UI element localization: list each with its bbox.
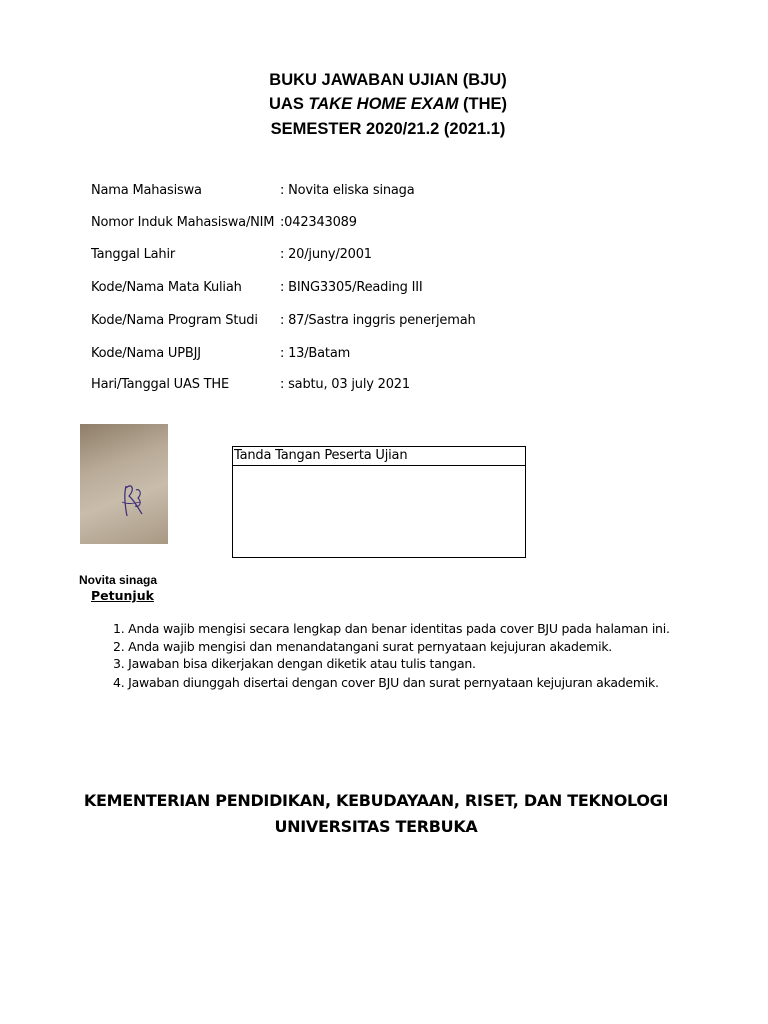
- signature-box: [232, 446, 526, 558]
- field-value-upbjj: : 13/Batam: [280, 346, 351, 361]
- subtitle-suffix: (THE): [458, 95, 508, 113]
- field-label-program-studi: Kode/Nama Program Studi: [91, 313, 258, 328]
- instruction-item: 3. Jawaban bisa dikerjakan dengan diketik atau tulis tangan.: [113, 656, 476, 671]
- handwritten-signature: [80, 424, 168, 544]
- instructions-heading: Petunjuk: [91, 588, 154, 603]
- field-value-nama: : Novita eliska sinaga: [280, 183, 415, 198]
- field-value-tanggal-lahir: : 20/juny/2001: [280, 247, 372, 262]
- doc-subtitle: [0, 92, 768, 116]
- instruction-item: 1. Anda wajib mengisi secara lengkap dan benar identitas pada cover BJU pada halaman ini.: [113, 621, 670, 636]
- field-label-nim: Nomor Induk Mahasiswa/NIM: [91, 215, 275, 230]
- doc-title: BUKU JAWABAN UJIAN (BJU): [269, 71, 507, 89]
- signature-photo: [80, 424, 168, 544]
- field-value-tanggal-uas: : sabtu, 03 july 2021: [280, 377, 410, 392]
- doc-semester: SEMESTER 2020/21.2 (2021.1): [270, 120, 506, 138]
- university-name: UNIVERSITAS TERBUKA: [274, 817, 478, 836]
- field-label-tanggal-lahir: Tanggal Lahir: [91, 247, 176, 262]
- field-label-tanggal-uas: Hari/Tanggal UAS THE: [91, 377, 230, 392]
- field-label-nama: Nama Mahasiswa: [91, 183, 202, 198]
- instruction-item: 4. Jawaban diunggah disertai dengan cover BJU dan surat pernyataan kejujuran akademik.: [113, 675, 659, 690]
- field-value-mata-kuliah: : BING3305/Reading III: [280, 280, 423, 295]
- instruction-item: 2. Anda wajib mengisi dan menandatangani surat pernyataan kejujuran akademik.: [113, 639, 613, 654]
- field-value-program-studi: : 87/Sastra inggris penerjemah: [280, 313, 476, 328]
- subtitle-italic: TAKE HOME EXAM: [308, 95, 459, 113]
- field-label-mata-kuliah: Kode/Nama Mata Kuliah: [91, 280, 242, 295]
- field-label-upbjj: Kode/Nama UPBJJ: [91, 346, 201, 361]
- signer-name: Novita sinaga: [79, 573, 158, 587]
- ministry-name: KEMENTERIAN PENDIDIKAN, KEBUDAYAAN, RISET, DAN TEKNOLOGI: [83, 791, 669, 810]
- signature-box-title: Tanda Tangan Peserta Ujian: [233, 447, 525, 466]
- field-value-nim: :042343089: [280, 215, 357, 230]
- subtitle-prefix: UAS: [268, 95, 309, 113]
